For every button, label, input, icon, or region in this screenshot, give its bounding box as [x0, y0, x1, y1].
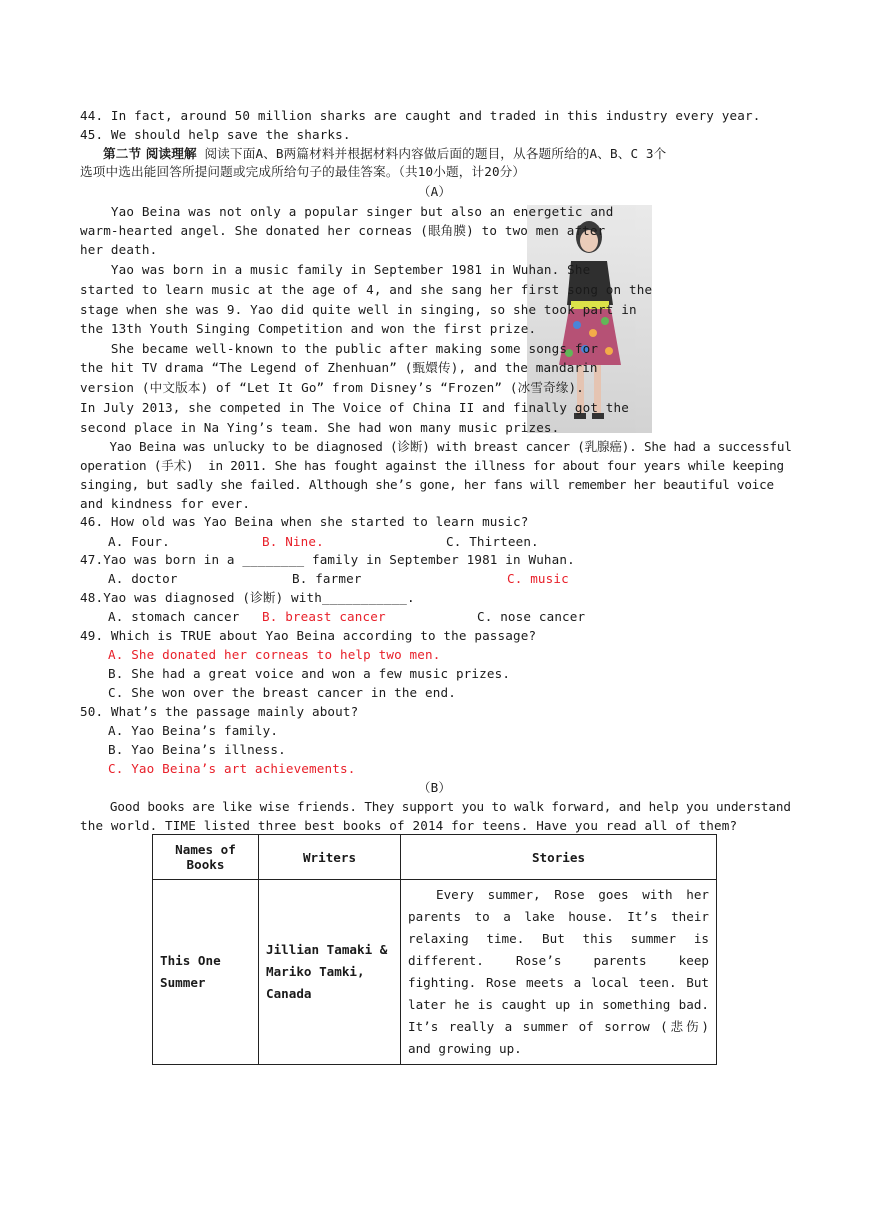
- q49-option-a: A. She donated her corneas to help two men.: [108, 647, 441, 662]
- section-heading: [103, 144, 666, 163]
- section-title: 第二节 阅读理解: [103, 146, 197, 161]
- q50-option-c: C. Yao Beina’s art achievements.: [108, 761, 356, 776]
- passage-a-line-4: Yao was born in a music family in September 1981 in Wuhan. She: [80, 262, 591, 277]
- passage-a-line-6: stage when she was 9. Yao did quite well in singing, so she took part in: [80, 302, 637, 317]
- books-table: [152, 834, 717, 1065]
- question-46: 46. How old was Yao Beina when she started to learn music?: [80, 514, 529, 529]
- book-name-cell: This One Summer: [153, 880, 259, 1065]
- q50-option-a: A. Yao Beina’s family.: [108, 723, 279, 738]
- passage-a-line-7: the 13th Youth Singing Competition and won the first prize.: [80, 321, 537, 336]
- question-48: 48.Yao was diagnosed (诊断) with___________.: [80, 590, 415, 605]
- section-instruction-1: 阅读下面A、B两篇材料并根据材料内容做后面的题目，从各题所给的A、B、C 3个: [196, 146, 667, 161]
- passage-b-line-1: Good books are like wise friends. They support you to walk forward, and help you understand: [80, 799, 791, 814]
- q48-option-c: C. nose cancer: [477, 609, 586, 624]
- passage-a-line-2: warm-hearted angel. She donated her corneas (眼角膜) to two men after: [80, 223, 606, 238]
- question-50: 50. What’s the passage mainly about?: [80, 704, 359, 719]
- q47-option-c: C. music: [507, 571, 569, 586]
- question-49: 49. Which is TRUE about Yao Beina according to the passage?: [80, 628, 537, 643]
- q47-option-a: A. doctor: [108, 571, 178, 586]
- passage-a-line-14: operation (手术) in 2011. She has fought against the illness for about four years while keeping: [80, 458, 784, 473]
- q49-option-c: C. She won over the breast cancer in the end.: [108, 685, 456, 700]
- passage-b-line-2: the world. TIME listed three best books of 2014 for teens. Have you read all of them?: [80, 818, 738, 833]
- q48-option-b: B. breast cancer: [262, 609, 386, 624]
- table-row: [153, 880, 717, 1065]
- q49-option-b: B. She had a great voice and won a few music prizes.: [108, 666, 511, 681]
- passage-a-line-16: and kindness for ever.: [80, 496, 251, 511]
- passage-a-line-9: the hit TV drama “The Legend of Zhenhuan” (甄嬛传), and the mandarin: [80, 360, 598, 375]
- q46-option-a: A. Four.: [108, 534, 170, 549]
- section-instruction-2: 选项中选出能回答所提问题或完成所给句子的最佳答案。（共10小题，计20分）: [80, 164, 526, 179]
- passage-b-label: （B）: [417, 780, 452, 795]
- q48-option-a: A. stomach cancer: [108, 609, 240, 624]
- passage-a-label: （A）: [417, 184, 452, 199]
- q47-option-b: B. farmer: [292, 571, 362, 586]
- header-names-of-books: Names of Books: [153, 835, 259, 880]
- question-47: 47.Yao was born in a ________ family in September 1981 in Wuhan.: [80, 552, 575, 567]
- q46-option-c: C. Thirteen.: [446, 534, 539, 549]
- header-writers: Writers: [259, 835, 401, 880]
- q50-option-b: B. Yao Beina’s illness.: [108, 742, 286, 757]
- question-44: 44. In fact, around 50 million sharks are caught and traded in this industry every year.: [80, 108, 761, 123]
- passage-a-line-1: Yao Beina was not only a popular singer but also an energetic and: [80, 204, 614, 219]
- passage-a-line-3: her death.: [80, 242, 158, 257]
- passage-a-line-13: Yao Beina was unlucky to be diagnosed (诊断) with breast cancer (乳腺癌). She had a successful: [80, 439, 792, 454]
- passage-a-line-8: She became well-known to the public after making some songs for: [80, 341, 599, 356]
- table-header-row: [153, 835, 717, 880]
- header-stories: Stories: [401, 835, 717, 880]
- passage-a-line-10: version (中文版本) of “Let It Go” from Disney’s “Frozen” (冰雪奇缘).: [80, 380, 585, 395]
- passage-a-line-12: second place in Na Ying’s team. She had won many music prizes.: [80, 420, 560, 435]
- question-45: 45. We should help save the sharks.: [80, 127, 351, 142]
- passage-a-line-11: In July 2013, she competed in The Voice of China II and finally got the: [80, 400, 629, 415]
- q46-option-b: B. Nine.: [262, 534, 324, 549]
- passage-a-line-15: singing, but sadly she failed. Although she’s gone, her fans will remember her beautiful voice: [80, 477, 774, 492]
- book-story-cell: Every summer, Rose goes with her parents to a lake house. It’s their relaxing time. But this summer is different. Rose’s parents keep fighting. Rose meets a local teen. But later he is caught up in something bad. It’s really a summer of sorrow (悲伤) and growing up.: [401, 880, 717, 1065]
- book-writers-cell: Jillian Tamaki & Mariko Tamki, Canada: [259, 880, 401, 1065]
- passage-a-line-5: started to learn music at the age of 4, and she sang her first song on the: [80, 282, 653, 297]
